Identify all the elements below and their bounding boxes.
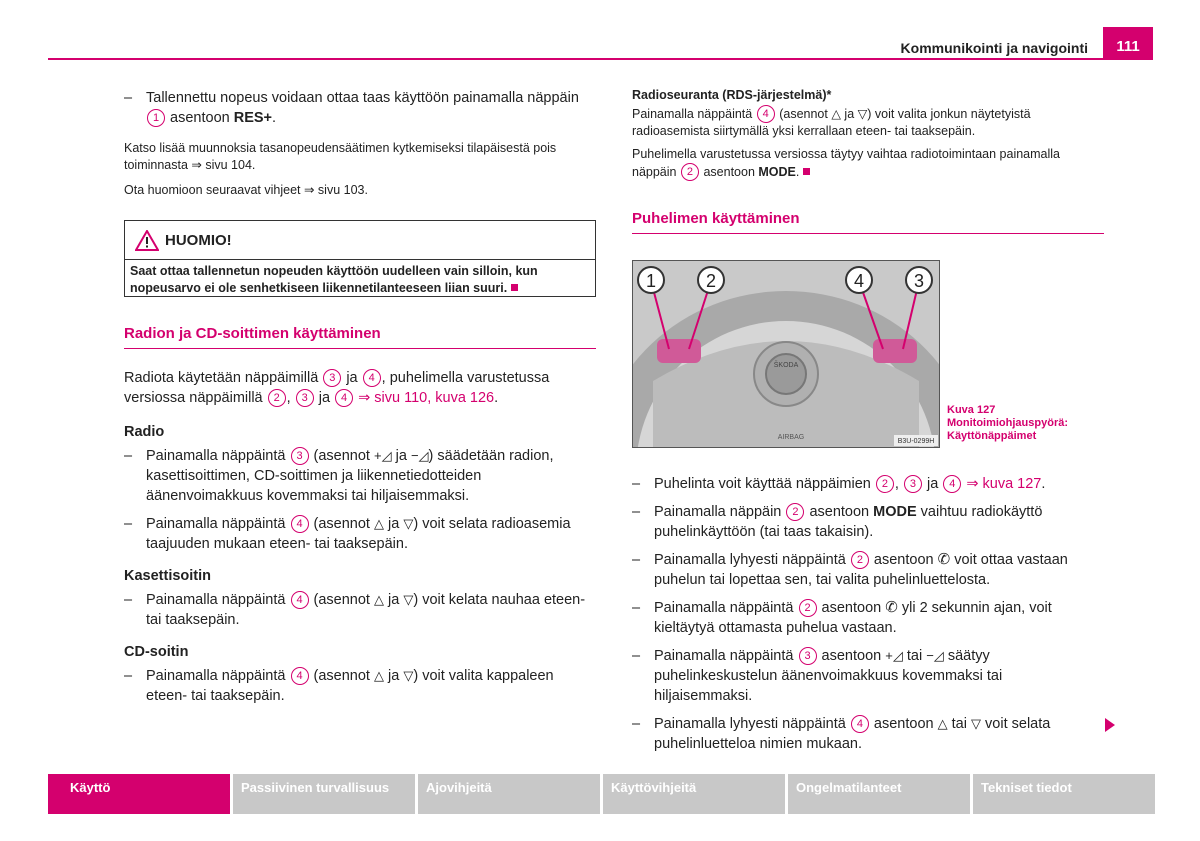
figure-label: 1	[645, 271, 657, 291]
section-title: Radion ja CD-soittimen käyttäminen	[124, 325, 596, 349]
list-item: – Painamalla lyhyesti näppäintä 4 asentoon △ tai ▽ voit selata puhelinluetteloa nimien mukaan.	[632, 714, 1104, 754]
volume-down-icon: −◿	[410, 448, 429, 463]
airbag-label: AIRBAG	[777, 434, 805, 441]
next-page-arrow-icon[interactable]	[1105, 718, 1115, 732]
list-item: – Painamalla lyhyesti näppäintä 2 asentoon ✆ voit ottaa vastaan puhelun tai lopettaa sen, tai valita puhelinluettelosta.	[632, 550, 1104, 590]
left-column-lower	[124, 325, 596, 706]
up-triangle-icon: △	[374, 516, 384, 531]
list-item: – Painamalla näppäin 2 asentoon MODE vaihtuu radiokäyttö puhelinkäyttöön (tai taas takaisin).	[632, 502, 1104, 542]
warning-title: HUOMIO!	[165, 232, 232, 249]
tab-passive-safety[interactable]: Passiivinen turvallisuus	[233, 774, 415, 814]
list-item: – Painamalla näppäintä 4 (asennot △ ja ▽) voit valita kappaleen eteen- tai taaksepäin.	[124, 666, 596, 706]
list-item: – Painamalla näppäintä 2 asentoon ✆ yli 2 sekunnin ajan, voit kieltäytyä ottamasta puhelua vastaan.	[632, 598, 1104, 638]
phone-handset-icon: ✆	[937, 551, 951, 568]
up-triangle-icon: △	[937, 716, 948, 731]
phone-handset-icon: ✆	[885, 599, 898, 616]
warning-box	[124, 220, 596, 297]
steering-wheel-illustration	[633, 261, 939, 447]
list-item: – Painamalla näppäintä 4 (asennot △ ja ▽) voit kelata nauhaa eteen- tai taaksepäin.	[124, 590, 596, 630]
up-triangle-icon: △	[374, 668, 384, 683]
brand-logo-text: ŠKODA	[773, 362, 799, 369]
tab-technical-data[interactable]: Tekniset tiedot	[973, 774, 1155, 814]
figure-label: 4	[853, 271, 865, 291]
list-item: – Painamalla näppäintä 3 (asennot +◿ ja −◿) säädetään radion, kasettisoittimen, CD-soittimen ja liikennetiedotteiden äänenvoimakkuus kovemmaksi tai hiljaisemmaksi.	[124, 446, 596, 506]
subsection-title: CD-soitin	[124, 644, 189, 660]
figure-reference-link[interactable]: ⇒ kuva 127	[966, 476, 1042, 492]
button-number-1: 1	[147, 109, 165, 127]
list-item: – Painamalla näppäintä 3 asentoon +◿ tai −◿ säätyy puhelinkeskustelun äänenvoimakkuus kovemmaksi tai hiljaisemmaksi.	[632, 646, 1104, 706]
warning-header	[125, 221, 595, 260]
list-item: – Puhelinta voit käyttää näppäimien 2 , 3 ja 4 ⇒ kuva 127.	[632, 474, 1104, 494]
up-triangle-icon: △	[374, 592, 384, 607]
subsection-title: Kasettisoitin	[124, 568, 212, 584]
paragraph: Puhelimella varustetussa versiossa täytyy vaihtaa radiotoimintaan painamalla näppäin 2 asentoon MODE.	[632, 147, 1060, 179]
page-number: 111	[1103, 27, 1153, 60]
tab-usage-tips[interactable]: Käyttövihjeitä	[603, 774, 785, 814]
end-marker-icon	[511, 284, 518, 291]
figure-label: 3	[913, 271, 925, 291]
left-column	[124, 88, 596, 199]
subsection-title: Radio	[124, 424, 165, 440]
subsection-title: Radioseuranta (RDS-järjestelmä)*	[632, 88, 832, 102]
end-marker-icon	[803, 168, 810, 175]
figure-caption: Kuva 127 Monitoimiohjauspyörä: Käyttönäppäimet	[947, 404, 1068, 442]
volume-up-icon: +◿	[885, 648, 903, 663]
down-triangle-icon: ▽	[971, 716, 981, 731]
header-rule	[48, 58, 1153, 60]
page-reference-link[interactable]: ⇒ sivu 110, kuva 126	[358, 390, 495, 406]
tab-kaytto[interactable]: Käyttö	[48, 774, 230, 814]
note-text: Ota huomioon seuraavat vihjeet ⇒ sivu 103.	[124, 183, 368, 197]
warning-text: Saat ottaa tallennetun nopeuden käyttöön uudelleen vain silloin, kun nopeusarvo ei ole senhetkiseen liikennetilanteeseen liian suuri.	[130, 264, 538, 295]
volume-down-icon: −◿	[926, 648, 944, 663]
list-item: – Tallennettu nopeus voidaan ottaa taas käyttöön painamalla näppäin 1 asentoon RES+.	[124, 88, 596, 128]
volume-up-icon: +◿	[374, 448, 392, 463]
warning-icon	[135, 230, 159, 251]
section-title: Puhelimen käyttäminen	[632, 210, 1104, 234]
down-triangle-icon: ▽	[403, 668, 414, 683]
chapter-tabs	[48, 774, 1155, 814]
tab-problems[interactable]: Ongelmatilanteet	[788, 774, 970, 814]
tab-driving-tips[interactable]: Ajovihjeitä	[418, 774, 600, 814]
note-text: Katso lisää muunnoksia tasanopeudensäätimen kytkemiseksi tilapäisestä pois toiminnasta ⇒ sivu 104.	[124, 141, 557, 172]
figure-code: B3U-0299H	[897, 438, 935, 445]
paragraph: Painamalla näppäintä 4 (asennot △ ja ▽) voit valita jonkun näytetyistä radioasemista siirtymällä yksi kerrallaan eteen- tai taaksepäin.	[632, 107, 1031, 138]
list-item: – Painamalla näppäintä 4 (asennot △ ja ▽) voit selata radioasemia taajuuden mukaan eteen- tai taaksepäin.	[124, 514, 596, 554]
down-triangle-icon: ▽	[403, 592, 414, 607]
down-triangle-icon: ▽	[403, 516, 414, 531]
running-header-title: Kommunikointi ja navigointi	[900, 40, 1088, 56]
steering-wheel-figure	[632, 260, 940, 448]
right-column-lower	[632, 474, 1104, 754]
figure-label: 2	[705, 271, 717, 291]
section-intro: Radiota käytetään näppäimillä 3 ja 4 , puhelimella varustetussa versiossa näppäimillä 2 , 3 ja 4 ⇒ sivu 110, kuva 126.	[124, 370, 550, 406]
right-column	[632, 88, 1104, 234]
